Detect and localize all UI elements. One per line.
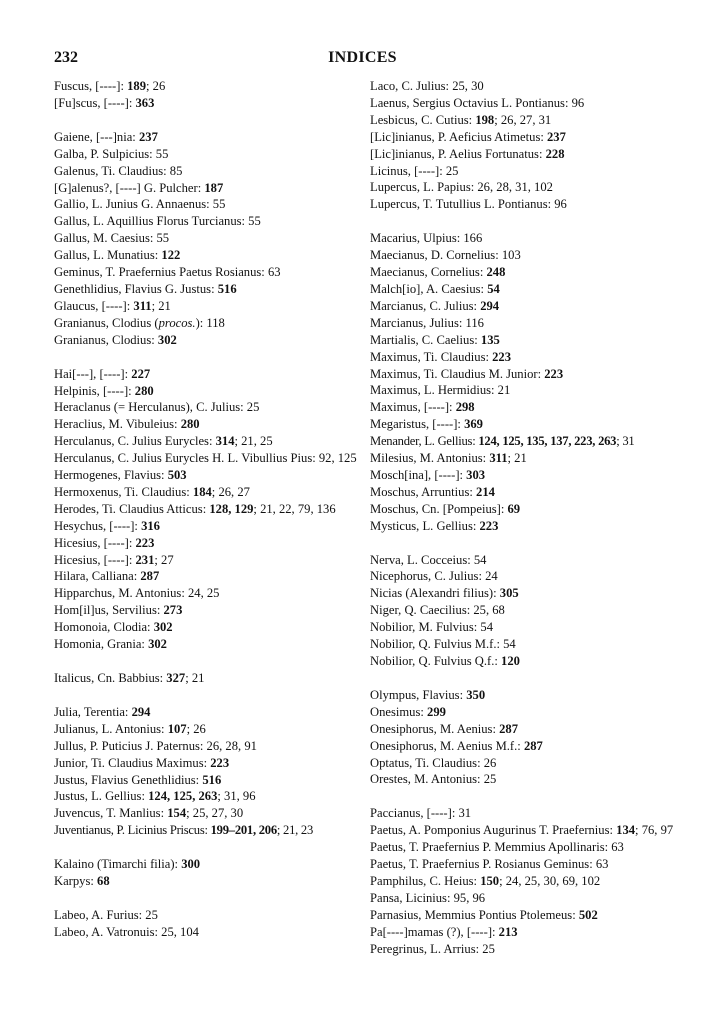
entry-group-gap <box>54 112 358 129</box>
entry-text: Maximus, Ti. Claudius: <box>370 349 493 364</box>
entry-text: Herculanus, C. Julius Eurycles H. L. Vibullius Pius: 92, 125 <box>54 451 357 466</box>
entry-bold-ref: 287 <box>499 721 518 736</box>
index-entry <box>54 78 358 95</box>
entry-text: Lesbicus, C. Cutius: <box>370 112 476 127</box>
entry-bold-ref: 516 <box>217 281 237 296</box>
entry-text: Karpys: <box>54 874 98 889</box>
index-entry <box>370 163 705 180</box>
index-entry <box>54 450 358 467</box>
entry-text: Junior, Ti. Claudius Maximus: <box>54 755 211 770</box>
entry-text: Onesimus: <box>370 704 428 719</box>
entry-text: Pa[----]mamas (?), [----]: <box>370 924 499 939</box>
entry-italic-text: procos. <box>158 315 196 330</box>
entry-bold-ref: 273 <box>163 603 183 618</box>
index-entry <box>54 129 358 146</box>
index-entry <box>54 180 358 197</box>
entry-group-gap <box>54 839 358 856</box>
index-entry <box>370 399 705 416</box>
entry-bold-ref: 363 <box>135 95 155 110</box>
index-entry <box>54 772 358 789</box>
entry-text: Maximus, [----]: <box>370 400 456 415</box>
index-entry <box>370 636 705 653</box>
index-entry <box>370 467 705 484</box>
entry-text: ; 21 <box>185 671 205 685</box>
entry-text: ; 76, 97 <box>635 823 674 838</box>
entry-bold-ref: 503 <box>167 468 187 483</box>
entry-text: Hicesius, [----]: <box>54 552 136 567</box>
index-entry <box>370 112 705 129</box>
entry-text: Laco, C. Julius: 25, 30 <box>370 79 484 93</box>
entry-bold-ref: 128, 129 <box>209 501 254 516</box>
entry-text: Optatus, Ti. Claudius: 26 <box>370 755 497 770</box>
index-entry <box>54 670 358 687</box>
entry-bold-ref: 303 <box>466 467 486 482</box>
entry-text: ): 118 <box>195 315 225 330</box>
index-entry <box>54 501 358 518</box>
index-entry <box>54 298 358 315</box>
index-column-right <box>370 78 705 958</box>
index-entry <box>54 805 358 822</box>
entry-bold-ref: 316 <box>141 518 160 533</box>
entry-group-gap <box>54 687 358 704</box>
entry-text: Mosch[ina], [----]: <box>370 467 467 482</box>
index-entry <box>370 687 705 704</box>
entry-text: Maecianus, Cornelius: <box>370 265 487 280</box>
entry-text: Granianus, Clodius: <box>54 332 158 347</box>
index-entry <box>370 196 705 213</box>
index-entry <box>54 484 358 501</box>
entry-bold-ref: 223 <box>479 518 499 533</box>
entry-text: Granianus, Clodius ( <box>54 315 159 330</box>
entry-text: [Fu]scus, [----]: <box>54 95 136 110</box>
entry-bold-ref: 189 <box>127 79 146 93</box>
entry-text: [Lic]inianus, P. Aeficius Atimetus: <box>370 129 547 144</box>
index-entry <box>370 805 705 822</box>
entry-bold-ref: 122 <box>161 248 181 263</box>
index-entry <box>370 602 705 619</box>
entry-text: Genethlidius, Flavius G. Justus: <box>54 281 218 296</box>
entry-text: Hermoxenus, Ti. Claudius: <box>54 484 193 499</box>
index-entry <box>54 704 358 721</box>
entry-bold-ref: 302 <box>148 637 167 652</box>
entry-text: Onesiphorus, M. Aenius M.f.: <box>370 738 524 753</box>
entry-text: Paccianus, [----]: 31 <box>370 806 472 821</box>
entry-text: Maecianus, D. Cornelius: 103 <box>370 248 521 263</box>
index-entry <box>54 467 358 484</box>
entry-text: Nobilior, M. Fulvius: 54 <box>370 620 493 635</box>
entry-text: Hai[---], [----]: <box>54 366 132 381</box>
entry-text: Justus, Flavius Genethlidius: <box>54 772 203 787</box>
entry-text: Herculanus, C. Julius Eurycles: <box>54 434 216 449</box>
entry-text: Hipparchus, M. Antonius: 24, 25 <box>54 586 220 601</box>
entry-text: ; 26, 27, 31 <box>494 112 552 127</box>
entry-bold-ref: 280 <box>180 417 200 432</box>
entry-text: Malch[io], A. Caesius: <box>370 281 488 296</box>
entry-group-gap <box>54 890 358 907</box>
index-entry <box>54 619 358 636</box>
entry-bold-ref: 298 <box>455 400 475 415</box>
entry-text: Hom[il]us, Servilius: <box>54 603 164 618</box>
entry-text: ; 24, 25, 30, 69, 102 <box>499 873 601 888</box>
entry-bold-ref: 302 <box>153 620 173 635</box>
entry-bold-ref: 227 <box>131 366 151 381</box>
entry-text: ; 26, 27 <box>211 484 250 499</box>
index-entry <box>54 315 358 332</box>
entry-bold-ref: 120 <box>501 654 520 668</box>
entry-text: Paetus, A. Pomponius Augurinus T. Praefernius: <box>370 823 617 838</box>
index-entry <box>370 450 705 467</box>
entry-text: ; 31 <box>616 434 635 449</box>
entry-text: ; 26 <box>186 721 206 736</box>
entry-text: ; 26 <box>146 79 166 93</box>
entry-bold-ref: 516 <box>202 772 222 787</box>
index-entry <box>54 281 358 298</box>
entry-bold-ref: 150 <box>480 873 500 888</box>
entry-text: Olympus, Flavius: <box>370 687 467 702</box>
entry-bold-ref: 502 <box>578 907 598 922</box>
entry-text: Gallus, L. Aquillius Florus Turcianus: 55 <box>54 214 261 229</box>
entry-bold-ref: 287 <box>140 569 160 584</box>
entry-text: [G]alenus?, [----] G. Pulcher: <box>54 180 205 195</box>
index-entry <box>370 179 705 196</box>
index-entry <box>54 332 358 349</box>
entry-bold-ref: 294 <box>131 704 151 719</box>
entry-bold-ref: 107 <box>167 721 187 736</box>
entry-text: Pamphilus, C. Heius: <box>370 873 481 888</box>
index-entry <box>54 873 358 890</box>
entry-text: Paetus, T. Praefernius P. Memmius Apollinaris: 63 <box>370 840 624 855</box>
index-entry <box>370 264 705 281</box>
index-entry <box>370 416 705 433</box>
index-entry <box>370 129 705 146</box>
entry-text: Justus, L. Gellius: <box>54 789 149 804</box>
index-entry <box>54 568 358 585</box>
entry-bold-ref: 350 <box>466 687 486 702</box>
entry-text: Kalaino (Timarchi filia): <box>54 857 182 872</box>
index-entry <box>370 873 705 890</box>
entry-bold-ref: 54 <box>487 281 500 296</box>
entry-text: Homonoia, Clodia: <box>54 620 154 635</box>
entry-text: Labeo, A. Furius: 25 <box>54 907 158 922</box>
index-entry <box>370 552 705 569</box>
entry-text: Fuscus, [----]: <box>54 79 128 93</box>
entry-text: Nerva, L. Cocceius: 54 <box>370 552 487 567</box>
entry-bold-ref: 228 <box>545 146 565 161</box>
index-entry <box>54 755 358 772</box>
entry-text: Julia, Terentia: <box>54 704 132 719</box>
index-entry <box>370 332 705 349</box>
index-entry <box>370 856 705 873</box>
index-entry <box>54 585 358 602</box>
entry-text: Laenus, Sergius Octavius L. Pontianus: 96 <box>370 95 585 110</box>
entry-bold-ref: 214 <box>476 484 495 499</box>
entry-text: Paetus, T. Praefernius P. Rosianus Geminus: 63 <box>370 857 609 872</box>
index-entry <box>370 704 705 721</box>
entry-text: ; 21 <box>151 298 171 313</box>
entry-text: Pansa, Licinius: 95, 96 <box>370 890 486 905</box>
entry-bold-ref: 223 <box>492 349 512 364</box>
index-entry <box>370 653 705 670</box>
index-entry <box>370 382 705 399</box>
index-entry <box>54 535 358 552</box>
entry-bold-ref: 154 <box>167 806 187 821</box>
index-entry <box>54 552 358 569</box>
entry-text: ; 31, 96 <box>217 789 256 804</box>
index-entry <box>54 602 358 619</box>
entry-text: Hicesius, [----]: <box>54 535 136 550</box>
entry-text: Mysticus, L. Gellius: <box>370 518 480 533</box>
entry-text: Lupercus, T. Tutullius L. Pontianus: 96 <box>370 197 567 212</box>
index-entry <box>54 416 358 433</box>
index-entry <box>370 585 705 602</box>
entry-text: [Lic]inianus, P. Aelius Fortunatus: <box>370 146 546 161</box>
index-entry <box>370 349 705 366</box>
entry-bold-ref: 369 <box>464 417 483 432</box>
entry-text: Hilara, Calliana: <box>54 569 141 584</box>
entry-text: Niger, Q. Caecilius: 25, 68 <box>370 603 505 618</box>
entry-text: Juventianus, P. Licinius Priscus: <box>54 823 211 838</box>
running-head: INDICES <box>328 49 397 66</box>
entry-bold-ref: 223 <box>135 535 155 550</box>
index-entry <box>54 636 358 653</box>
entry-text: Gallus, L. Munatius: <box>54 248 162 263</box>
index-entry <box>370 298 705 315</box>
entry-text: Nobilior, Q. Fulvius M.f.: 54 <box>370 637 516 652</box>
entry-group-gap <box>54 349 358 366</box>
page-number: 232 <box>54 49 78 66</box>
entry-bold-ref: 280 <box>134 383 154 398</box>
index-entry <box>54 721 358 738</box>
index-column-left <box>54 78 358 941</box>
entry-group-gap <box>370 788 705 805</box>
entry-text: ; 21, 23 <box>276 823 314 838</box>
entry-text: Lupercus, L. Papius: 26, 28, 31, 102 <box>370 180 553 195</box>
index-entry <box>370 839 705 856</box>
index-entry <box>370 568 705 585</box>
entry-bold-ref: 184 <box>192 484 212 499</box>
entry-bold-ref: 124, 125, 263 <box>148 789 218 804</box>
entry-text: Milesius, M. Antonius: <box>370 451 490 466</box>
entry-text: Marcianus, C. Julius: <box>370 298 481 313</box>
index-entry <box>370 771 705 788</box>
index-entry <box>370 924 705 941</box>
entry-bold-ref: 187 <box>204 180 224 195</box>
entry-text: Jullus, P. Puticius J. Paternus: 26, 28, 91 <box>54 738 257 753</box>
page-header <box>0 49 725 71</box>
index-entry <box>370 95 705 112</box>
index-entry <box>370 247 705 264</box>
index-entry <box>54 738 358 755</box>
entry-bold-ref: 199–201, 206 <box>210 823 277 838</box>
entry-text: Geminus, T. Praefernius Paetus Rosianus: 63 <box>54 265 281 280</box>
entry-bold-ref: 248 <box>486 265 506 280</box>
index-entry <box>370 721 705 738</box>
entry-bold-ref: 69 <box>507 501 521 516</box>
index-entry <box>54 788 358 805</box>
entry-text: Hesychus, [----]: <box>54 518 142 533</box>
entry-bold-ref: 237 <box>138 129 158 144</box>
index-entry <box>370 315 705 332</box>
entry-bold-ref: 311 <box>489 451 508 466</box>
index-entry <box>54 433 358 450</box>
index-entry <box>370 738 705 755</box>
entry-text: Megaristus, [----]: <box>370 417 465 432</box>
entry-bold-ref: 327 <box>166 671 186 685</box>
entry-text: Licinus, [----]: 25 <box>370 163 459 178</box>
index-entry <box>370 501 705 518</box>
entry-text: Parnasius, Memmius Pontius Ptolemeus: <box>370 907 579 922</box>
entry-text: Galba, P. Sulpicius: 55 <box>54 146 169 161</box>
entry-text: Marcianus, Julius: 116 <box>370 315 484 330</box>
entry-text: Moschus, Cn. [Pompeius]: <box>370 501 508 516</box>
entry-bold-ref: 299 <box>427 704 446 719</box>
entry-bold-ref: 311 <box>133 298 152 313</box>
index-entry <box>370 941 705 958</box>
entry-text: Onesiphorus, M. Aenius: <box>370 721 500 736</box>
entry-group-gap <box>370 670 705 687</box>
entry-text: Martialis, C. Caelius: <box>370 332 481 347</box>
index-entry <box>370 907 705 924</box>
index-entry <box>54 383 358 400</box>
entry-text: Macarius, Ulpius: 166 <box>370 231 483 246</box>
entry-bold-ref: 231 <box>135 552 155 567</box>
entry-text: Maximus, Ti. Claudius M. Junior: <box>370 366 545 381</box>
entry-bold-ref: 305 <box>499 586 519 601</box>
entry-text: Gallus, M. Caesius: 55 <box>54 231 170 246</box>
index-entry <box>370 366 705 383</box>
entry-bold-ref: 314 <box>215 434 235 449</box>
index-entry <box>54 822 358 839</box>
entry-text: Menander, L. Gellius: <box>370 434 479 449</box>
entry-text: Labeo, A. Vatronuis: 25, 104 <box>54 924 199 939</box>
entry-bold-ref: 124, 125, 135, 137, 223, 263 <box>478 434 617 449</box>
entry-group-gap <box>370 535 705 552</box>
index-entry <box>370 230 705 247</box>
index-entry <box>54 230 358 247</box>
entry-bold-ref: 68 <box>97 874 110 889</box>
entry-bold-ref: 135 <box>480 332 500 347</box>
entry-text: Gaiene, [---]nia: <box>54 129 139 144</box>
entry-text: Julianus, L. Antonius: <box>54 721 168 736</box>
entry-text: ; 21 <box>507 451 527 466</box>
entry-text: Heraclius, M. Vibuleius: <box>54 417 181 432</box>
entry-text: Nicephorus, C. Julius: 24 <box>370 569 498 584</box>
entry-text: ; 21, 22, 79, 136 <box>253 501 336 516</box>
entry-text: Herodes, Ti. Claudius Atticus: <box>54 501 210 516</box>
entry-text: Nobilior, Q. Fulvius Q.f.: <box>370 654 502 668</box>
index-entry <box>370 755 705 772</box>
entry-group-gap <box>370 213 705 230</box>
entry-text: Moschus, Arruntius: <box>370 484 477 499</box>
entry-text: Gallio, L. Junius G. Annaenus: 55 <box>54 197 226 212</box>
entry-text: Nicias (Alexandri filius): <box>370 586 500 601</box>
index-entry <box>370 78 705 95</box>
entry-group-gap <box>54 653 358 670</box>
entry-text: Homonia, Grania: <box>54 637 149 652</box>
entry-bold-ref: 198 <box>475 112 495 127</box>
entry-text: Glaucus, [----]: <box>54 298 134 313</box>
entry-text: Helpinis, [----]: <box>54 383 135 398</box>
index-entry <box>54 366 358 383</box>
index-entry <box>370 518 705 535</box>
index-entry <box>370 433 705 450</box>
entry-bold-ref: 237 <box>547 129 566 144</box>
index-entry <box>54 163 358 180</box>
entry-text: Italicus, Cn. Babbius: <box>54 671 167 685</box>
entry-text: Heraclanus (= Herculanus), C. Julius: 25 <box>54 400 260 415</box>
entry-text: Orestes, M. Antonius: 25 <box>370 772 497 787</box>
entry-bold-ref: 223 <box>210 755 230 770</box>
entry-bold-ref: 134 <box>616 823 636 838</box>
entry-bold-ref: 294 <box>480 298 500 313</box>
index-entry <box>370 890 705 907</box>
entry-text: ; 25, 27, 30 <box>186 806 244 821</box>
index-entry <box>54 146 358 163</box>
index-entry <box>54 95 358 112</box>
index-entry <box>54 907 358 924</box>
entry-text: Maximus, L. Hermidius: 21 <box>370 383 511 398</box>
index-entry <box>54 924 358 941</box>
index-entry <box>54 264 358 281</box>
index-entry <box>54 518 358 535</box>
entry-text: Juvencus, T. Manlius: <box>54 806 168 821</box>
index-entry <box>370 281 705 298</box>
entry-bold-ref: 213 <box>498 924 518 939</box>
index-entry <box>370 619 705 636</box>
index-entry <box>54 856 358 873</box>
index-entry <box>370 822 705 839</box>
entry-text: ; 27 <box>154 552 174 567</box>
entry-text: ; 21, 25 <box>234 434 273 449</box>
index-entry <box>370 146 705 163</box>
entry-bold-ref: 302 <box>157 332 177 347</box>
entry-bold-ref: 223 <box>544 366 564 381</box>
index-entry <box>54 196 358 213</box>
entry-bold-ref: 300 <box>181 857 201 872</box>
entry-text: Galenus, Ti. Claudius: 85 <box>54 163 183 178</box>
entry-text: Peregrinus, L. Arrius: 25 <box>370 941 495 956</box>
index-entry <box>54 247 358 264</box>
index-entry <box>54 213 358 230</box>
index-entry <box>54 399 358 416</box>
entry-text: Hermogenes, Flavius: <box>54 468 168 483</box>
index-entry <box>370 484 705 501</box>
entry-bold-ref: 287 <box>523 738 543 753</box>
